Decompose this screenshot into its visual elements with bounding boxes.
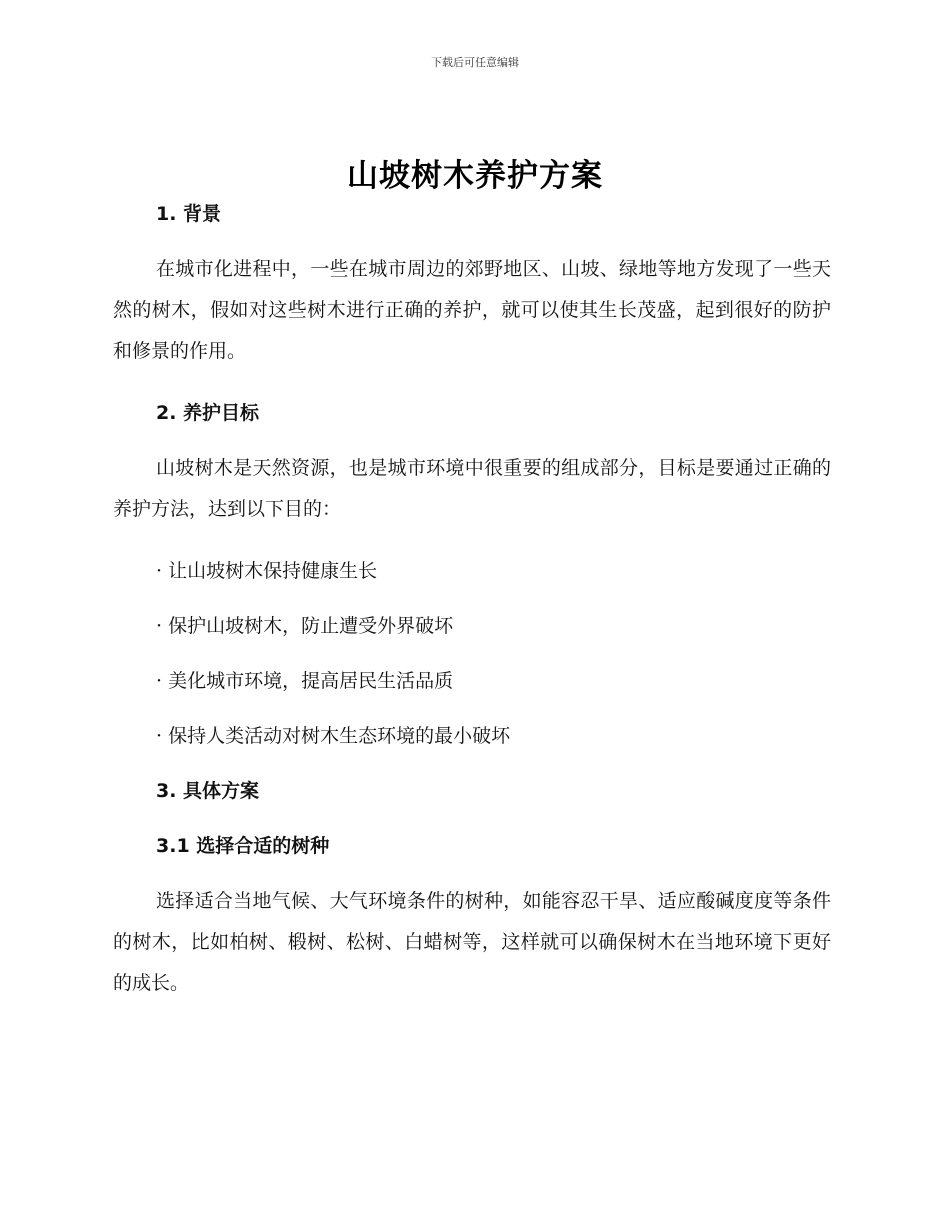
tree-species-paragraph: 选择适合当地气候、大气环境条件的树种，如能容忍干旱、适应酸碱度度等条件的树木，比如柏树、椴树、松树、白蜡树等，这样就可以确保树木在当地环境下更好的成长。 [113, 890, 831, 994]
section-heading-plan: 3. 具体方案 [156, 780, 260, 802]
goal-bullet-item: · 保持人类活动对树木生态环境的最小破坏 [156, 725, 511, 747]
background-paragraph: 在城市化进程中，一些在城市周边的郊野地区、山坡、绿地等地方发现了一些天然的树木，假如对这些树木进行正确的养护，就可以使其生长茂盛，起到很好的防护和修景的作用。 [113, 258, 831, 362]
goal-bullet-item: · 让山坡树木保持健康生长 [156, 560, 378, 582]
subsection-heading-tree-species: 3.1 选择合适的树种 [156, 835, 330, 857]
document-title: 山坡树木养护方案 [347, 158, 603, 194]
document-body [113, 200, 831, 1004]
page-header-note: 下载后可任意编辑 [431, 56, 519, 69]
goal-bullet-item: · 美化城市环境，提高居民生活品质 [156, 670, 454, 692]
goal-bullet-item: · 保护山坡树木，防止遭受外界破坏 [156, 615, 454, 637]
goals-paragraph: 山坡树木是天然资源，也是城市环境中很重要的组成部分，目标是要通过正确的养护方法，达到以下目的： [113, 457, 831, 520]
section-heading-background: 1. 背景 [156, 203, 222, 225]
section-heading-goals: 2. 养护目标 [156, 402, 260, 424]
